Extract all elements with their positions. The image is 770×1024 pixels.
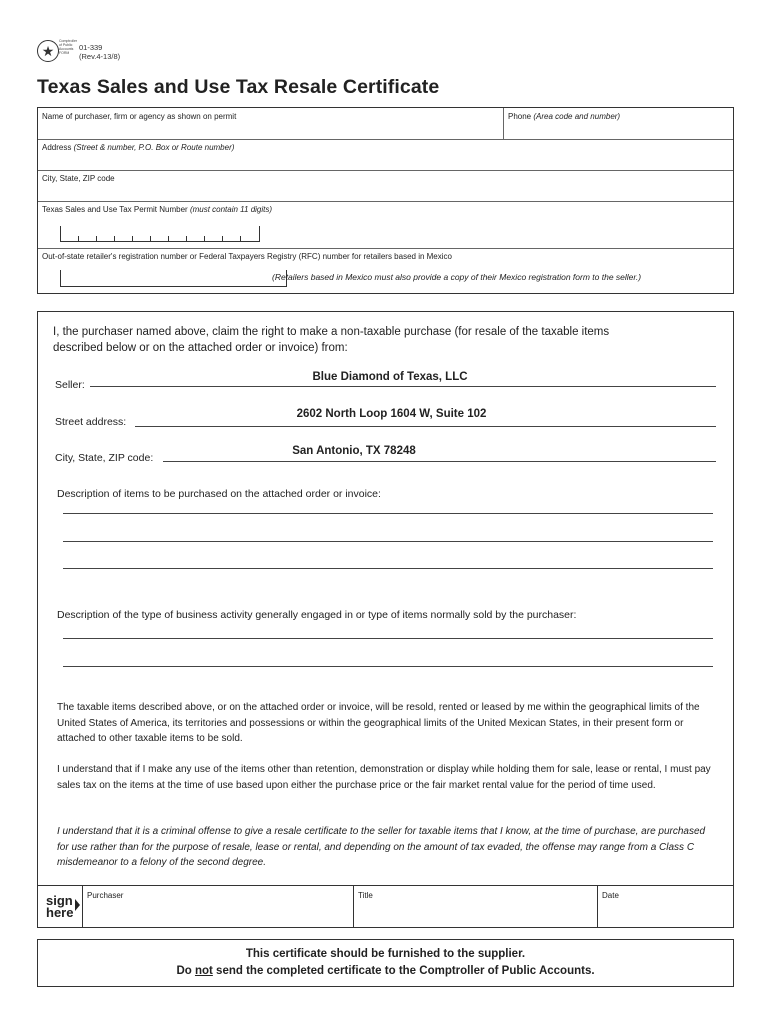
arrow-right-icon (75, 899, 80, 911)
items-description-label: Description of items to be purchased on the attached order or invoice: (57, 488, 381, 500)
claim-intro (53, 325, 713, 356)
footer-notice-box (37, 939, 734, 987)
purchaser-signature-field[interactable] (87, 891, 123, 900)
permit-number-input[interactable] (60, 226, 260, 242)
texas-seal-icon: ★ (37, 40, 59, 62)
claim-intro-line: I, the purchaser named above, claim the right to make a non-taxable purchase (for resale of the taxable items (53, 326, 610, 338)
items-description-line[interactable] (63, 513, 713, 514)
title-label: Title (358, 891, 373, 900)
here-word: here (46, 905, 74, 920)
permit-number-label-row (42, 205, 272, 214)
seller-value[interactable]: Blue Diamond of Texas, LLC (312, 371, 468, 383)
purchaser-info-box (37, 107, 734, 294)
city-state-zip-label: City, State, ZIP code: (55, 452, 154, 464)
city-state-zip-value[interactable]: San Antonio, TX 78248 (292, 445, 416, 457)
sign-here-label (46, 895, 73, 919)
form-revision: (Rev.4-13/8) (79, 52, 121, 61)
seller-label: Seller: (55, 379, 85, 391)
street-line (135, 426, 716, 427)
use-tax-statement: I understand that if I make any use of the items other than retention, demonstration or display while holding them for sale, lease or rental, I must pay sales tax on the items at the time of use based upon either the purchase price or the fair market rental value for the period of time used. (57, 764, 711, 791)
permit-label: Texas Sales and Use Tax Permit Number (42, 205, 188, 214)
criminal-offense-statement: I understand that it is a criminal offense to give a resale certificate to the seller for taxable items that I know, at the time of purchase, are purchased for use rather than for the purpose of resale, lease or rental, and depending on the amount of tax evaded, the offense may range from a Class C misdemeanor to a felony of the second degree. (57, 826, 706, 868)
city-field[interactable] (42, 174, 115, 183)
purchaser-name-field[interactable] (42, 112, 236, 121)
city-state-zip-line (163, 461, 716, 462)
city-label: City, State, ZIP code (42, 174, 115, 183)
items-description-line[interactable] (63, 541, 713, 542)
business-description-line[interactable] (63, 666, 713, 667)
divider (38, 139, 733, 140)
phone-hint: (Area code and number) (533, 112, 621, 121)
divider (38, 248, 733, 249)
claim-box (37, 311, 734, 928)
form-number-block (79, 43, 120, 61)
address-field[interactable] (42, 143, 234, 152)
footer-text: send the completed certificate to the Comptroller of Public Accounts. (212, 965, 595, 977)
sign-word: sign (46, 893, 73, 908)
date-field[interactable] (602, 891, 619, 900)
footer-line-2 (38, 963, 733, 980)
seller-line (90, 386, 716, 387)
divider (503, 108, 504, 139)
resale-statement: The taxable items described above, or on the attached order or invoice, will be resold, rented or leased by me within the geographical limits of the United States of America, its territories and possessions or within the geographical limits of the United Mexican States, in their present form or attached to other taxable items to be sold. (57, 702, 700, 744)
divider (38, 170, 733, 171)
title-field[interactable] (358, 891, 373, 900)
purchaser-name-label: Name of purchaser, firm or agency as shown on permit (42, 112, 237, 121)
purchaser-label: Purchaser (87, 891, 124, 900)
divider (82, 886, 83, 928)
form-number: 01-339 (79, 43, 103, 52)
signature-row (38, 885, 733, 928)
divider (597, 886, 598, 928)
seal-text: Comptroller of Public Accounts FORM (59, 39, 78, 55)
oos-note: (Retailers based in Mexico must also provide a copy of their Mexico registration form to the seller.) (272, 272, 642, 282)
address-label: Address (42, 143, 72, 152)
claim-intro-line: described below or on the attached order or invoice) from: (53, 341, 348, 354)
phone-field[interactable] (508, 112, 620, 121)
permit-hint: (must contain 11 digits) (189, 205, 273, 214)
business-description-line[interactable] (63, 638, 713, 639)
footer-text: Do (176, 965, 195, 977)
footer-line-1: This certificate should be furnished to the supplier. (245, 948, 526, 960)
divider (38, 201, 733, 202)
oos-label: Out-of-state retailer's registration number or Federal Taxpayers Registry (RFC) number for retailers based in Mexico (42, 252, 452, 261)
date-label: Date (602, 891, 619, 900)
business-description-label: Description of the type of business activity generally engaged in or type of items normally sold by the purchaser: (57, 609, 577, 621)
phone-label: Phone (508, 112, 532, 121)
oos-registration-input[interactable] (60, 270, 287, 287)
items-description-line[interactable] (63, 568, 713, 569)
footer-emphasis: not (194, 965, 213, 977)
divider (353, 886, 354, 928)
address-hint: (Street & number, P.O. Box or Route number) (73, 143, 235, 152)
street-value[interactable]: 2602 North Loop 1604 W, Suite 102 (296, 408, 487, 420)
street-label: Street address: (55, 416, 127, 428)
page-title: Texas Sales and Use Tax Resale Certificate (37, 76, 440, 98)
